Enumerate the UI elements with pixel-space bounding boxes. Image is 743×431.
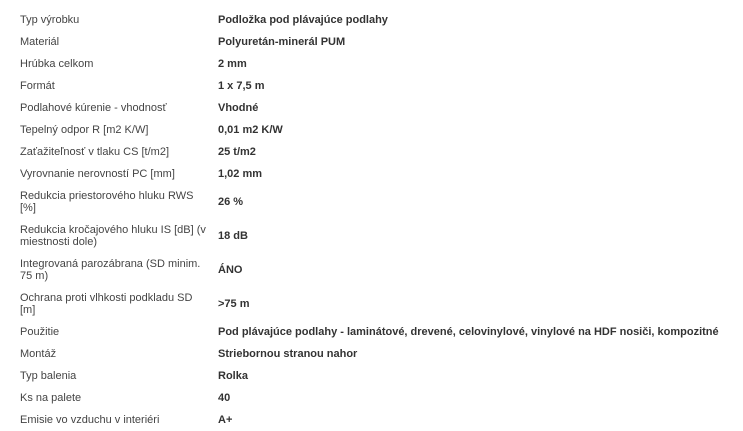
spec-value: Pod plávajúce podlahy - laminátové, drevené, celovinylové, vinylové na HDF nosiči, kompozitné xyxy=(218,326,719,338)
spec-row xyxy=(12,31,740,53)
spec-label: Montáž xyxy=(20,348,57,360)
spec-row xyxy=(12,365,740,387)
spec-value: Rolka xyxy=(218,370,248,382)
spec-label: Tepelný odpor R [m2 K/W] xyxy=(20,124,149,136)
spec-row xyxy=(12,343,740,365)
spec-label: Vyrovnanie nerovností PC [mm] xyxy=(20,168,175,180)
spec-row xyxy=(12,387,740,409)
spec-label: Emisie vo vzduchu v interiéri xyxy=(20,414,160,426)
spec-row xyxy=(12,141,740,163)
spec-row xyxy=(12,321,740,343)
spec-row xyxy=(12,185,740,219)
spec-label: Materiál xyxy=(20,36,60,48)
spec-row xyxy=(12,253,740,287)
spec-label: Použitie xyxy=(20,326,60,338)
spec-row xyxy=(12,287,740,321)
spec-label: Formát xyxy=(20,80,55,92)
spec-label: Redukcia priestorového hluku RWS [%] xyxy=(20,190,194,214)
spec-row xyxy=(12,75,740,97)
spec-value: Striebornou stranou nahor xyxy=(218,348,358,360)
spec-value: 18 dB xyxy=(218,230,248,242)
spec-value: 2 mm xyxy=(218,58,247,70)
spec-label: Ochrana proti vlhkosti podkladu SD [m] xyxy=(20,292,193,316)
spec-label: Ks na palete xyxy=(20,392,82,404)
spec-row xyxy=(12,409,740,431)
spec-row xyxy=(12,9,740,31)
spec-value: 1 x 7,5 m xyxy=(218,80,265,92)
spec-row xyxy=(12,97,740,119)
spec-value: Vhodné xyxy=(218,102,259,114)
spec-label: Hrúbka celkom xyxy=(20,58,94,70)
spec-row xyxy=(12,219,740,253)
spec-value: >75 m xyxy=(218,298,250,310)
spec-row xyxy=(12,53,740,75)
spec-label: Redukcia kročajového hluku IS [dB] (v miestnosti dole) xyxy=(20,224,206,248)
spec-label: Zaťažiteľnosť v tlaku CS [t/m2] xyxy=(20,146,170,158)
spec-value: 1,02 mm xyxy=(218,168,263,180)
spec-value: Podložka pod plávajúce podlahy xyxy=(218,14,388,26)
spec-value: 26 % xyxy=(218,196,244,208)
spec-label: Typ balenia xyxy=(20,370,77,382)
product-spec-table xyxy=(12,9,740,431)
spec-value: Polyuretán-minerál PUM xyxy=(218,36,346,48)
spec-row xyxy=(12,119,740,141)
spec-label: Integrovaná parozábrana (SD minim. 75 m) xyxy=(20,258,201,282)
spec-row xyxy=(12,163,740,185)
spec-value: ÁNO xyxy=(218,264,243,276)
spec-value: 40 xyxy=(218,392,231,404)
spec-label: Typ výrobku xyxy=(20,14,80,26)
spec-value: 25 t/m2 xyxy=(218,146,256,158)
spec-value: 0,01 m2 K/W xyxy=(218,124,283,136)
spec-value: A+ xyxy=(218,414,233,426)
spec-label: Podlahové kúrenie - vhodnosť xyxy=(20,102,167,114)
